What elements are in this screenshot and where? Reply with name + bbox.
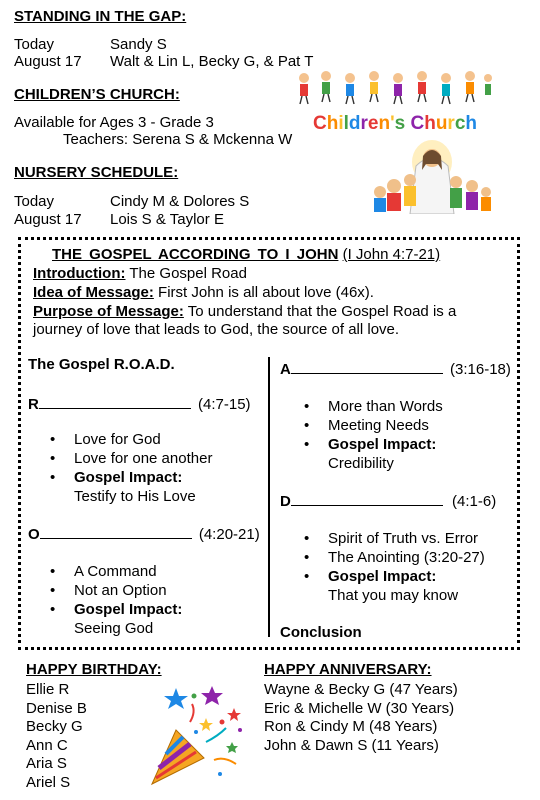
list-item: • Love for God bbox=[46, 430, 212, 449]
road-o-heading bbox=[28, 525, 260, 543]
nursery-who: Lois S & Taylor E bbox=[110, 211, 224, 228]
road-r-heading bbox=[28, 395, 251, 413]
fill-in-blank[interactable] bbox=[291, 492, 443, 506]
standing-who: Walt & Lin L, Becky G, & Pat T bbox=[110, 53, 314, 70]
list-item: Ron & Cindy M (48 Years) bbox=[264, 718, 438, 735]
impact-text: That you may know bbox=[328, 587, 459, 604]
nursery-who: Cindy M & Dolores S bbox=[110, 193, 250, 210]
impact-text: Credibility bbox=[328, 455, 394, 472]
list-item: • Not an Option bbox=[46, 581, 182, 600]
sermon-title: THE GOSPEL ACCORDING TO I JOHN bbox=[52, 246, 339, 263]
list-item: Ann C bbox=[26, 736, 68, 754]
kids-row-icon bbox=[299, 71, 492, 104]
birthday-title: HAPPY BIRTHDAY: bbox=[26, 661, 162, 678]
list-item: Ellie R bbox=[26, 681, 70, 698]
impact-text: Testify to His Love bbox=[74, 488, 196, 505]
fill-in-blank[interactable] bbox=[39, 395, 191, 409]
list-item bbox=[300, 567, 485, 605]
sermon-heading bbox=[52, 246, 440, 263]
birthday-list bbox=[26, 681, 87, 792]
road-o-points bbox=[46, 562, 182, 638]
impact-label: Gospel Impact: bbox=[328, 568, 437, 585]
list-item: Denise B bbox=[26, 699, 87, 717]
childrens-church-logo-text: Children's Church bbox=[312, 113, 478, 134]
standing-when: Today bbox=[14, 36, 55, 53]
road-letter: D bbox=[280, 493, 291, 510]
idea-label: Idea of Message: bbox=[33, 284, 154, 301]
road-ref: (4:7-15) bbox=[198, 396, 251, 413]
list-item bbox=[46, 600, 182, 638]
fill-in-blank[interactable] bbox=[40, 525, 192, 539]
road-letter: R bbox=[28, 396, 39, 413]
column-divider bbox=[268, 357, 270, 637]
impact-text: Seeing God bbox=[74, 620, 154, 637]
list-item: John & Dawn S (11 Years) bbox=[264, 736, 439, 754]
fill-in-blank[interactable] bbox=[291, 360, 443, 374]
list-item: Aria S bbox=[26, 755, 67, 772]
impact-label: Gospel Impact: bbox=[74, 469, 183, 486]
list-item: • A Command bbox=[46, 562, 182, 581]
nursery-title: NURSERY SCHEDULE: bbox=[14, 164, 179, 181]
standing-who: Sandy S bbox=[110, 36, 167, 53]
list-item: Eric & Michelle W (30 Years) bbox=[264, 699, 455, 717]
road-a-points bbox=[300, 397, 443, 473]
road-letter: A bbox=[280, 361, 291, 378]
list-item: • The Anointing (3:20-27) bbox=[300, 548, 485, 567]
impact-label: Gospel Impact: bbox=[328, 436, 437, 453]
road-d-heading bbox=[280, 492, 496, 510]
gospel-road-title: The Gospel R.O.A.D. bbox=[28, 356, 175, 373]
list-item: Becky G bbox=[26, 718, 83, 735]
nursery-row bbox=[14, 211, 224, 228]
list-item: • Spirit of Truth vs. Error bbox=[300, 529, 485, 548]
intro-text: The Gospel Road bbox=[129, 265, 247, 282]
sermon-scripture-ref: (I John 4:7-21) bbox=[342, 246, 441, 263]
purpose-text: To understand that the Gospel Road is a bbox=[187, 303, 457, 320]
road-ref: (4:20-21) bbox=[198, 526, 260, 543]
list-item: Wayne & Becky G (47 Years) bbox=[264, 681, 458, 698]
list-item: • Meeting Needs bbox=[300, 416, 443, 435]
standing-when: August 17 bbox=[14, 53, 82, 70]
conclusion-label: Conclusion bbox=[280, 624, 362, 641]
impact-label: Gospel Impact: bbox=[74, 601, 183, 618]
childrens-church-illustration bbox=[292, 66, 498, 214]
list-item bbox=[46, 468, 212, 506]
road-r-points bbox=[46, 430, 212, 506]
list-item bbox=[300, 435, 443, 473]
childrens-ages: Available for Ages 3 - Grade 3 bbox=[14, 114, 214, 131]
road-letter: O bbox=[28, 526, 40, 543]
list-item: • Love for one another bbox=[46, 449, 212, 468]
purpose-label: Purpose of Message: bbox=[33, 303, 184, 320]
childrens-title: CHILDREN’S CHURCH: bbox=[14, 86, 180, 103]
sermon-introduction bbox=[33, 265, 247, 282]
road-a-heading bbox=[280, 360, 511, 378]
standing-row bbox=[14, 36, 167, 53]
standing-row bbox=[14, 53, 313, 70]
sermon-purpose bbox=[33, 303, 456, 320]
list-item: Ariel S bbox=[26, 773, 71, 791]
childrens-teachers: Teachers: Serena S & Mckenna W bbox=[63, 131, 293, 148]
standing-title: STANDING IN THE GAP: bbox=[14, 8, 187, 25]
idea-text: First John is all about love (46x). bbox=[158, 284, 374, 301]
sermon-idea bbox=[33, 284, 374, 301]
anniversary-list bbox=[264, 681, 458, 755]
nursery-row bbox=[14, 193, 249, 210]
nursery-when: August 17 bbox=[14, 211, 82, 228]
anniversary-title: HAPPY ANNIVERSARY: bbox=[264, 661, 432, 678]
road-ref: (4:1-6) bbox=[452, 493, 497, 510]
party-popper-icon bbox=[146, 682, 246, 790]
purpose-text-continued: journey of love that leads to God, the source of all love. bbox=[33, 321, 400, 338]
nursery-when: Today bbox=[14, 193, 55, 210]
intro-label: Introduction: bbox=[33, 265, 126, 282]
list-item: • More than Words bbox=[300, 397, 443, 416]
road-d-points bbox=[300, 529, 485, 605]
road-ref: (3:16-18) bbox=[450, 361, 511, 378]
jesus-with-children-icon bbox=[374, 140, 491, 214]
